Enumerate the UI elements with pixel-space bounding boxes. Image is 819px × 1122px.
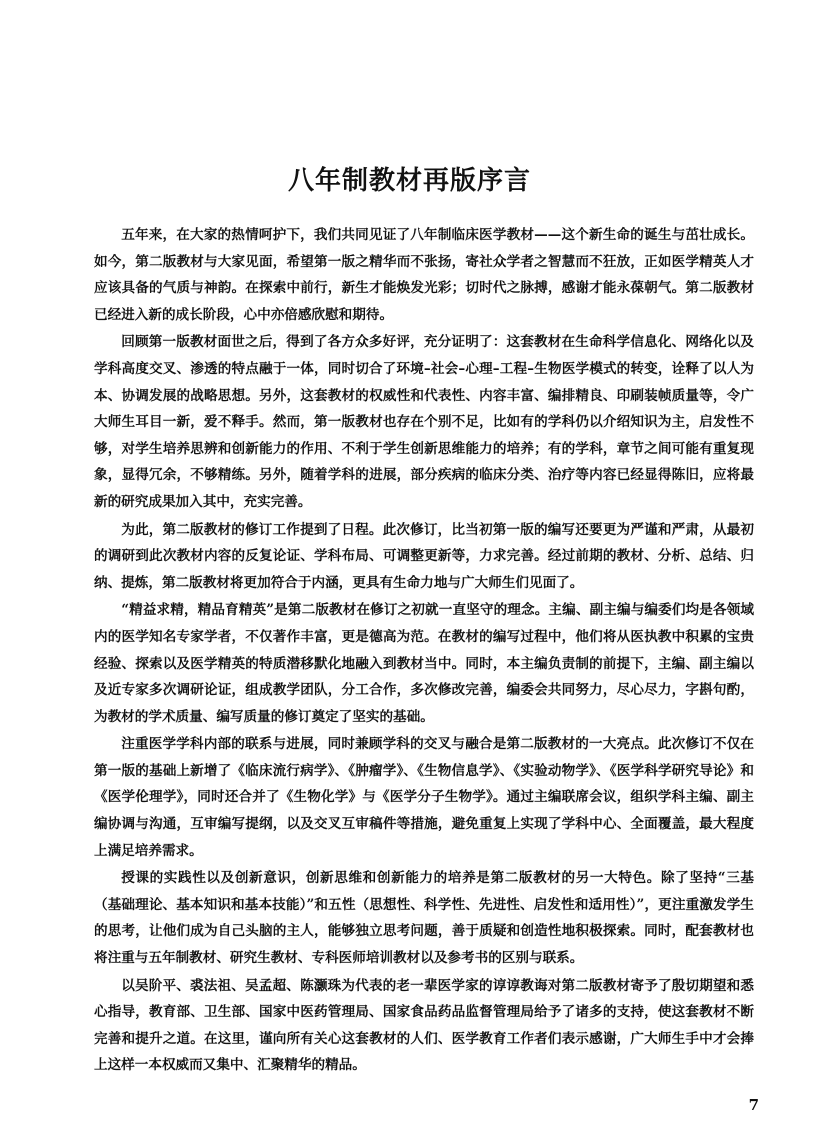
page-title: 八年制教材再版序言 bbox=[287, 166, 531, 196]
paragraph-1: 五年来，在大家的热情呵护下，我们共同见证了八年制临床医学教材——这个新生命的诞生与茁壮成长。如今，第二版教材与大家见面，希望第一版之精华而不张扬，寄社众学者之智慧而不狂放，正如医学精英人才应该具备的气质与神韵。在探索中前行，新生才能焕发光彩；切时代之脉搏，感谢才能永葆朝气。第二版教材已经进入新的成长阶段，心中亦倍感欣慰和期待。 bbox=[94, 227, 754, 323]
paragraph-7: 以吴阶平、裘法祖、吴孟超、陈灏珠为代表的老一辈医学家的谆谆教诲对第二版教材寄予了殷切期望和悉心指导，教育部、卫生部、国家中医药管理局、国家食品药品监督管理局给予了诸多的支持，使这套教材不断完善和提升之道。在这里，谨向所有关心这套教材的人们、医学教育工作者们表示感谢，广大师生手中才会捧上这样一本权威而又集中、汇聚精华的精品。 bbox=[94, 977, 754, 1074]
paragraph-2: 回顾第一版教材面世之后，得到了各方众多好评，充分证明了：这套教材在生命科学信息化、网络化以及学科高度交叉、渗透的特点融于一体，同时切合了环境–社会–心理–工程–生物医学模式的转变，诠释了以人为本、协调发展的战略思想。另外，这套教材的权威性和代表性、内容丰富、编排精良、印刷装帧质量等，令广大师生耳目一新，爱不释手。然而，第一版教材也存在个别不足，比如有的学科仍以介绍知识为主，启发性不够，对学生培养思辨和创新能力的作用、不利于学生创新思维能力的培养；有的学科，章节之间可能有重复现象，显得冗余，不够精练。另外，随着学科的进展，部分疾病的临床分类、治疗等内容已经显得陈旧，应将最新的研究成果加入其中，充实完善。 bbox=[94, 334, 754, 510]
paragraph-5: 注重医学学科内部的联系与进展，同时兼顾学科的交叉与融合是第二版教材的一大亮点。此次修订不仅在第一版的基础上新增了《临床流行病学》、《肿瘤学》、《生物信息学》、《实验动物学》、《医学科学研究导论》和《医学伦理学》，同时还合并了《生物化学》与《医学分子生物学》。通过主编联席会议，组织学科主编、副主编协调与沟通，互审编写提纲，以及交叉互审稿件等措施，避免重复上实现了学科中心、全面覆盖，最大程度上满足培养需求。 bbox=[94, 736, 754, 859]
paragraph-4: “精益求精，精品育精英”是第二版教材在修订之初就一直坚守的理念。主编、副主编与编委们均是各领域内的医学知名专家学者，不仅著作丰富，更是德高为范。在教材的编写过程中，他们将从医执教中积累的宝贵经验、探索以及医学精英的特质潜移默化地融入到教材当中。同时，本主编负责制的前提下，主编、副主编以及近专家多次调研论证，组成教学团队，分工合作，多次修改完善，编委会共同努力，尽心尽力，字斟句酌，为教材的学术质量、编写质量的修订奠定了坚实的基础。 bbox=[94, 602, 754, 725]
page-number: 7 bbox=[748, 1096, 759, 1114]
paragraph-3: 为此，第二版教材的修订工作提到了日程。此次修订，比当初第一版的编写还要更为严谨和严肃，从最初的调研到此次教材内容的反复论证、学科布局、可调整更新等，力求完善。经过前期的教材、分析、总结、归纳、提炼，第二版教材将更加符合于内涵，更具有生命力地与广大师生们见面了。 bbox=[94, 521, 754, 591]
body-text bbox=[94, 222, 754, 1080]
paragraph-6: 授课的实践性以及创新意识，创新思维和创新能力的培养是第二版教材的另一大特色。除了坚持“三基（基础理论、基本知识和基本技能）”和五性（思想性、科学性、先进性、启发性和适用性）”，更注重激发学生的思考，让他们成为自己头脑的主人，能够独立思考问题，善于质疑和创造性地积极探索。同时，配套教材也将注重与五年制教材、研究生教材、专科医师培训教材以及参考书的区别与联系。 bbox=[94, 870, 754, 967]
